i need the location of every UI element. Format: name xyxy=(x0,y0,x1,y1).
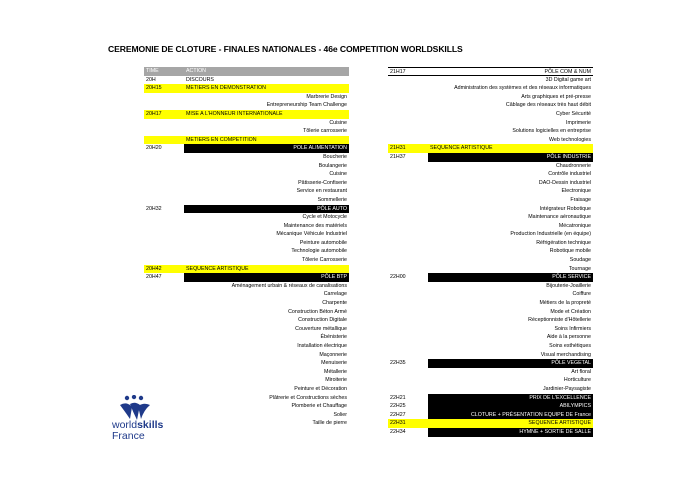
schedule-row xyxy=(388,299,593,308)
schedule-row xyxy=(388,256,593,265)
item-cell: Peinture automobile xyxy=(299,239,347,246)
schedule-row xyxy=(144,342,349,351)
schedule-row xyxy=(388,368,593,377)
action-label-cell: SEQUENCE ARTISTIQUE xyxy=(186,265,249,272)
item-cell: Charpente xyxy=(322,300,347,307)
item-cell: Soins esthétiques xyxy=(549,343,591,349)
item-cell: Boulangerie xyxy=(318,162,347,169)
item-cell: HYMNE + SORTIE DE SALLE xyxy=(519,428,591,435)
time-cell: 21H37 xyxy=(388,153,428,162)
schedule-row xyxy=(144,110,349,119)
schedule-row xyxy=(388,376,593,385)
schedule-row xyxy=(144,299,349,308)
item-cell: Couverture métallique xyxy=(295,325,347,332)
item-cell: DAO-Dessin industriel xyxy=(538,179,591,186)
schedule-row xyxy=(144,290,349,299)
schedule-row xyxy=(144,376,349,385)
item-cell: PÔLE BTP xyxy=(321,274,347,281)
time-cell: 20H xyxy=(146,76,156,83)
item-cell: Service en restaurant xyxy=(296,188,347,195)
item-cell: CLOTURE + PRÉSENTATION EQUIPE DE France xyxy=(470,411,591,418)
schedule-row xyxy=(388,308,593,317)
schedule-row xyxy=(144,187,349,196)
item-cell: Mécatronique xyxy=(558,222,591,229)
schedule-row xyxy=(144,144,349,153)
schedule-row xyxy=(388,170,593,179)
item-cell: Maintenance des matériels xyxy=(283,222,347,229)
item-cell: PÔLE COM & NUM xyxy=(544,69,591,75)
item-cell: Cycle et Motocycle xyxy=(302,214,347,221)
schedule-row xyxy=(388,67,593,76)
time-cell: 20H20 xyxy=(144,144,184,153)
schedule-row xyxy=(144,351,349,360)
item-cell: Robotique mobile xyxy=(549,248,591,255)
schedule-row xyxy=(388,273,593,282)
schedule-row xyxy=(388,282,593,291)
item-cell: Menuiserie xyxy=(321,360,347,367)
item-cell: Câblage des réseaux très haut débit xyxy=(505,102,591,109)
item-cell: Peinture et Décoration xyxy=(294,385,347,392)
item-cell: Miroiterie xyxy=(325,377,347,384)
item-cell: PRIX DE L'EXCELLENCE xyxy=(529,394,591,401)
item-cell: Tôlerie carrosserie xyxy=(303,128,347,135)
schedule-row xyxy=(144,316,349,325)
item-cell: Construction Digitale xyxy=(298,317,347,324)
schedule-row xyxy=(388,119,593,128)
action-label-cell: SEQUENCE ARTISTIQUE xyxy=(430,145,493,152)
schedule-row xyxy=(388,394,593,403)
schedule-row xyxy=(388,333,593,342)
item-cell: Fraisage xyxy=(570,196,591,203)
schedule-row xyxy=(388,265,593,274)
schedule-row xyxy=(144,256,349,265)
schedule-row xyxy=(144,230,349,239)
item-cell: Plomberie et Chauffage xyxy=(291,403,347,410)
schedule-row xyxy=(144,119,349,128)
item-cell: Plâtrerie et Constructions sèches xyxy=(269,394,347,401)
item-cell: Web technologies xyxy=(548,136,591,143)
time-cell: TIME xyxy=(146,68,159,74)
item-cell: Sommellerie xyxy=(317,196,347,203)
item-cell: Maintenance aéronautique xyxy=(528,214,591,221)
item-cell: Cyber Sécurité xyxy=(555,110,591,117)
schedule-row xyxy=(388,325,593,334)
schedule-row xyxy=(144,162,349,171)
item-cell: 3D Digital game art xyxy=(545,76,591,83)
schedule-row xyxy=(144,265,349,274)
schedule-row xyxy=(144,239,349,248)
item-cell: Chaudronnerie xyxy=(555,162,591,169)
item-cell: Installation électrique xyxy=(297,343,347,349)
time-cell: 22H31 xyxy=(390,420,406,427)
schedule-row xyxy=(388,179,593,188)
time-cell: 22H25 xyxy=(388,402,428,411)
item-cell: Coiffure xyxy=(572,291,591,298)
schedule-row xyxy=(388,153,593,162)
schedule-row xyxy=(388,351,593,360)
item-cell: Mode et Création xyxy=(550,308,591,315)
time-cell: 20H17 xyxy=(146,110,162,117)
schedule-row xyxy=(388,136,593,145)
schedule-row xyxy=(388,419,593,428)
item-cell: Solutions logicielles en entreprise xyxy=(512,128,591,135)
item-cell: ABILYMPICS xyxy=(559,403,591,410)
item-cell: Ébénisterie xyxy=(320,334,347,341)
item-cell: Métiers de la propreté xyxy=(539,300,591,307)
action-label-cell: METIERS EN DEMONSTRATION xyxy=(186,85,266,92)
item-cell: Entrepreneurship Team Challenge xyxy=(266,102,347,109)
schedule-row xyxy=(388,162,593,171)
item-cell: Electronique xyxy=(561,188,591,195)
item-cell: Visual merchandising xyxy=(540,351,591,358)
item-cell: Imprimerie xyxy=(565,119,591,126)
item-cell: Carrelage xyxy=(323,291,347,298)
schedule-row xyxy=(144,247,349,256)
item-cell: Technologie automobile xyxy=(291,248,347,255)
schedule-row xyxy=(388,205,593,214)
time-cell: 22H00 xyxy=(388,273,428,282)
item-cell: Cuisine xyxy=(329,119,347,126)
time-cell: 20H32 xyxy=(144,205,184,214)
time-cell: 22H34 xyxy=(388,428,428,437)
action-label-cell: MISE A L'HONNEUR INTERNATIONALE xyxy=(186,110,283,117)
item-cell: PÔLE VEGETAL xyxy=(551,360,591,367)
item-cell: Pâtisserie-Confiserie xyxy=(298,179,347,186)
page-title: CEREMONIE DE CLOTURE - FINALES NATIONALES - 46e COMPETITION WORLDSKILLS xyxy=(108,44,463,54)
schedule-row xyxy=(144,153,349,162)
time-cell: 20H42 xyxy=(146,265,162,272)
time-cell: 22H27 xyxy=(388,411,428,420)
item-cell: Marbrerie Design xyxy=(306,93,347,100)
schedule-row xyxy=(144,93,349,102)
item-cell: Métallerie xyxy=(324,368,347,375)
schedule-row xyxy=(144,136,349,145)
item-cell: Jardinier-Paysagiste xyxy=(543,385,591,392)
schedule-row xyxy=(388,411,593,420)
schedule-row xyxy=(144,333,349,342)
action-label-cell: DISCOURS xyxy=(186,76,214,83)
schedule-row xyxy=(388,213,593,222)
item-cell: Réfrigération technique xyxy=(536,239,591,246)
schedule-row xyxy=(388,187,593,196)
schedule-row xyxy=(144,385,349,394)
schedule-row xyxy=(388,93,593,102)
schedule-row xyxy=(144,127,349,136)
time-cell: 21H17 xyxy=(390,69,406,75)
schedule-row xyxy=(144,325,349,334)
item-cell: PÔLE INDUSTRIE xyxy=(546,153,591,160)
schedule-row xyxy=(388,196,593,205)
schedule-row xyxy=(144,368,349,377)
schedule-row xyxy=(388,385,593,394)
schedule-left-column xyxy=(144,67,349,428)
worldskills-wordmark: worldskills xyxy=(112,419,164,431)
schedule-row xyxy=(388,127,593,136)
item-cell: Arts graphiques et pré-presse xyxy=(521,93,591,100)
time-cell: 22H21 xyxy=(388,394,428,403)
item-cell: Réceptionniste d'Hôtellerie xyxy=(528,317,591,324)
item-cell: Taille de pierre xyxy=(312,420,347,427)
item-cell: Tournage xyxy=(568,265,591,272)
schedule-row xyxy=(388,76,593,85)
schedule-row xyxy=(144,213,349,222)
item-cell: POLE ALIMENTATION xyxy=(293,145,347,152)
item-cell: PÔLE SERVICE xyxy=(552,274,591,281)
time-cell: 21H31 xyxy=(390,145,406,152)
item-cell: Administration des systèmes et des réseaux informatiques xyxy=(454,85,591,92)
time-cell: 20H15 xyxy=(146,85,162,92)
schedule-row xyxy=(144,84,349,93)
schedule-row xyxy=(388,428,593,437)
schedule-row xyxy=(144,170,349,179)
item-cell: PÔLE AUTO xyxy=(317,205,347,212)
schedule-row xyxy=(144,196,349,205)
schedule-row xyxy=(388,230,593,239)
item-cell: Aide à la personne xyxy=(546,334,591,341)
item-cell: Production Industrielle (en équipe) xyxy=(510,231,591,238)
schedule-row xyxy=(144,179,349,188)
item-cell: Maçonnerie xyxy=(319,351,347,358)
schedule-row xyxy=(388,342,593,351)
schedule-row xyxy=(388,290,593,299)
action-label-cell: METIERS EN COMPETITION xyxy=(186,136,257,143)
schedule-row xyxy=(144,273,349,282)
schedule-row xyxy=(388,110,593,119)
item-cell: Soudage xyxy=(569,257,591,264)
item-cell: Horticulture xyxy=(563,377,591,384)
schedule-row xyxy=(388,144,593,153)
item-cell: Tôlerie Carrosserie xyxy=(301,257,347,264)
schedule-row xyxy=(388,84,593,93)
item-cell: Mécanique Véhicule Industriel xyxy=(276,231,347,238)
item-cell: Boucherie xyxy=(323,153,347,160)
item-cell: Solier xyxy=(333,411,347,418)
item-cell: Soins Infirmiers xyxy=(554,325,591,332)
schedule-row xyxy=(388,359,593,368)
schedule-row xyxy=(144,76,349,85)
worldskills-logo xyxy=(112,395,182,445)
schedule-row xyxy=(144,101,349,110)
schedule-row xyxy=(144,282,349,291)
schedule-row xyxy=(144,308,349,317)
item-cell: Aménagement urbain & réseaux de canalisations xyxy=(231,282,347,289)
item-cell: Bijouterie-Joaillerie xyxy=(546,282,591,289)
schedule-row xyxy=(144,205,349,214)
item-cell: SEQUENCE ARTISTIQUE xyxy=(528,420,591,427)
schedule-row xyxy=(388,402,593,411)
item-cell: Cuisine xyxy=(329,171,347,178)
item-cell: Construction Béton Armé xyxy=(288,308,347,315)
schedule-row xyxy=(144,67,349,76)
worldskills-country: France xyxy=(112,430,145,442)
action-label-cell: ACTION xyxy=(186,68,207,74)
schedule-row xyxy=(144,359,349,368)
schedule-row xyxy=(388,316,593,325)
item-cell: Intégrateur Robotique xyxy=(539,205,591,212)
schedule-row xyxy=(144,222,349,231)
item-cell: Art floral xyxy=(571,368,591,375)
schedule-row xyxy=(388,247,593,256)
schedule-right-column xyxy=(388,67,593,437)
schedule-row xyxy=(388,222,593,231)
schedule-row xyxy=(388,239,593,248)
time-cell: 20H47 xyxy=(144,273,184,282)
time-cell: 22H35 xyxy=(388,359,428,368)
worldskills-figure-icon xyxy=(118,395,152,421)
item-cell: Contrôle industriel xyxy=(548,171,591,178)
schedule-row xyxy=(388,101,593,110)
